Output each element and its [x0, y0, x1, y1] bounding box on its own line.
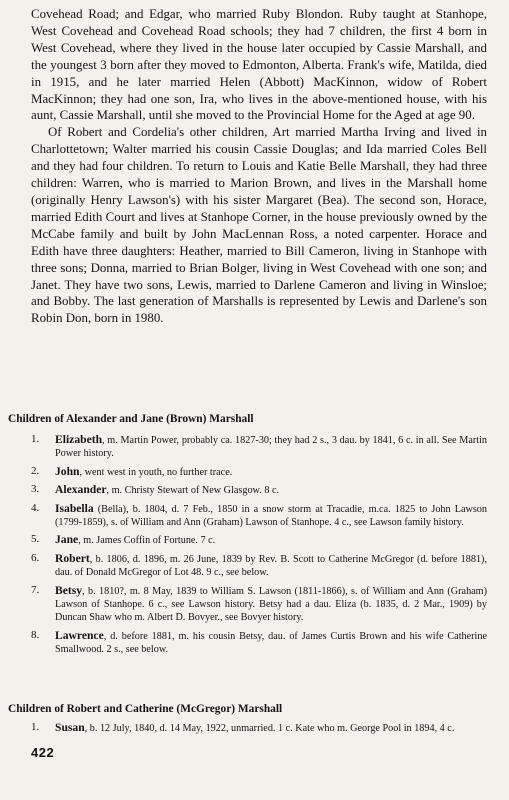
entry-number: 4.: [31, 501, 40, 514]
entry-text: , m. Christy Stewart of New Glasgow. 8 c.: [106, 485, 280, 497]
list-item: [31, 629, 487, 657]
entry-text: , went west in youth, no further trace.: [79, 466, 233, 478]
page-body: [31, 6, 487, 327]
page-number: 422: [31, 745, 55, 760]
entry-name: Susan: [55, 721, 85, 734]
entry-name: Alexander: [55, 483, 107, 497]
entry-text: , b. 12 July, 1840, d. 14 May, 1922, unmarried. 1 c. Kate who m. George Pool in 1894, 4 c.: [84, 723, 455, 734]
entry-number: 8.: [31, 628, 40, 641]
entry-number: 2.: [31, 464, 40, 477]
section-heading: Children of Alexander and Jane (Brown) Marshall: [8, 413, 254, 425]
entry-name: Elizabeth: [55, 433, 103, 446]
entry-number: 1.: [31, 721, 40, 733]
entry-text: , m. James Coffin of Fortune. 7 c.: [78, 535, 216, 547]
entry-name: Betsy: [55, 583, 83, 597]
list-item: [31, 552, 487, 580]
body-paragraph: Covehead Road; and Edgar, who married Ruby Blondon. Ruby taught at Stanhope, West Covehead and Covehead Road schools; they had 7 children, the first 4 born in West Covehead, where they lived in the house later occupied by Cassie Marshall, and the youngest 3 born after they moved to Edmonton, Alberta. Frank's wife, Matilda, died in 1915, and he later married Helen (Abbott) MacKinnon, widow of Robert MacKinnon; they had one son, Ira, who lives in the above-mentioned house, with his aunt, Cassie Marshall, until she moved to the Provincial Home for the Aged at age 90.: [31, 7, 487, 123]
entry-text: , b. 1810?, m. 8 May, 1839 to William S. Lawson (1811-1866), s. of William and Ann (Graham) Lawson of Stanhope. 6 c., see Lawson history. Betsy had a dau. Eliza (b. 1835, d. 2 Mar., 1909) by Duncan Shaw who m. Albert D. Bovyer., see Bovyer history.: [55, 585, 487, 624]
entry-number: 6.: [31, 551, 40, 564]
entry-text: , b. 1806, d. 1896, m. 26 June, 1839 by Rev. B. Scott to Catherine McGregor (d. before 1881), dau. of Donald McGregor of Lot 48. 9 c., see below.: [55, 553, 487, 579]
entry-name: John: [55, 464, 80, 478]
section-heading: Children of Robert and Catherine (McGregor) Marshall: [8, 703, 283, 715]
entry-number: 5.: [31, 533, 40, 546]
list-item: [31, 502, 487, 530]
list-item: [31, 433, 487, 461]
entry-text: (Bella), b. 1804, d. 7 Feb., 1850 in a snow storm at Tracadie, m.ca. 1825 to John Lawson (1799-1859), s. of William and Ann (Graham) Lawson of Stanhope. 4 c., see Lawson family history.: [55, 503, 487, 529]
children-list: [31, 721, 487, 735]
entry-number: 3.: [31, 483, 40, 496]
entry-number: 7.: [31, 583, 40, 596]
entry-text: , d. before 1881, m. his cousin Betsy, dau. of James Curtis Brown and his wife Catherine Smallwood. 2 s., see below.: [55, 630, 487, 656]
list-item: [31, 584, 487, 625]
list-item: [31, 465, 487, 479]
list-item: [31, 483, 487, 497]
entry-name: Robert: [55, 551, 90, 565]
entry-number: 1.: [31, 433, 40, 445]
entry-name: Isabella: [55, 501, 94, 515]
list-item: [31, 533, 487, 547]
entry-name: Jane: [55, 533, 79, 547]
entry-name: Lawrence: [55, 628, 104, 642]
entry-text: , m. Martin Power, probably ca. 1827-30; they had 2 s., 3 dau. by 1841, 6 c. in all. See Martin Power history.: [55, 435, 487, 460]
children-list: [31, 433, 487, 657]
body-paragraph: Of Robert and Cordelia's other children, Art married Martha Irving and lived in Charlottetown; Walter married his cousin Cassie Douglas; and Ida married Coles Bell and they had four children. To return to Louis and Katie Belle Marshall, they had three children: Warren, who is married to Marion Brown, and lives in the Marshall home (originally Henry Lawson's) with his sister Margaret (Bea). The second son, Horace, married Edith Court and lives at Stanhope Corner, in the house previously owned by the McCabe family and built by John MacLennan Ross, a noted carpenter. Horace and Edith have three daughters: Heather, married to Bill Cameron, living in Stanhope with three sons; Donna, married to Brian Bolger, living in West Covehead with one son; and Janet. They have two sons, Lewis, married to Darlene Cameron and living in Winsloe; and Bobby. The last generation of Marshalls is represented by Lewis and Darlene's son Robin Don, born in 1980.: [31, 125, 487, 326]
list-item: [31, 721, 487, 735]
